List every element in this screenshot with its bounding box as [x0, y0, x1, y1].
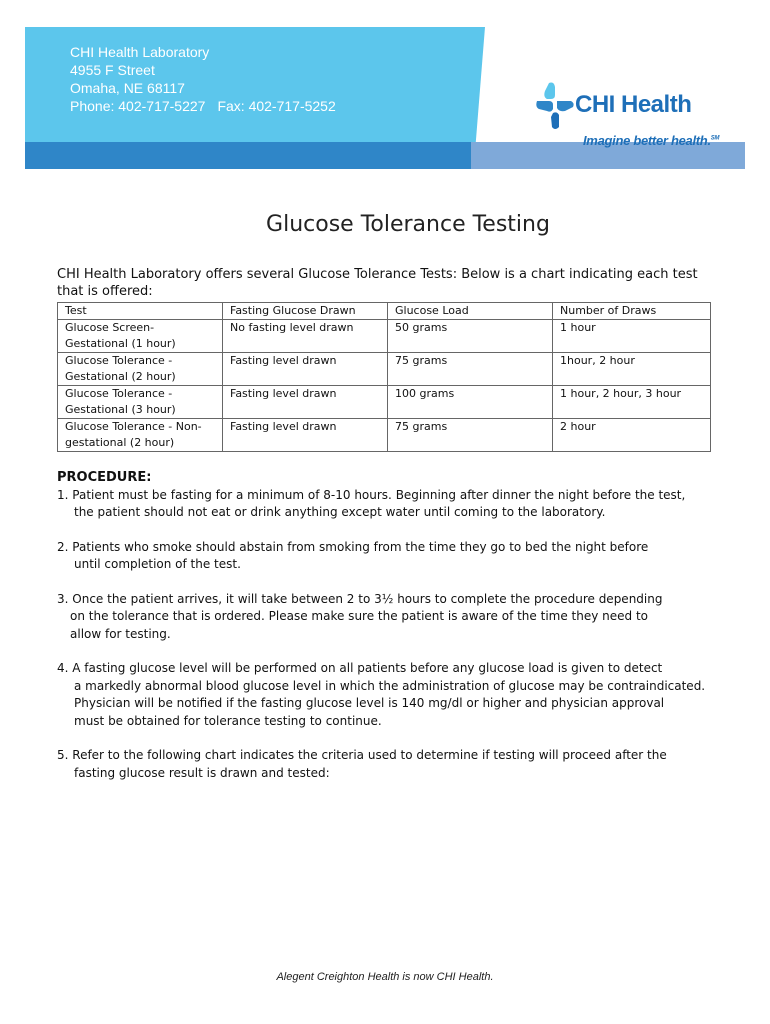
address-line-street: 4955 F Street	[70, 62, 155, 78]
procedure-step-1	[57, 487, 737, 522]
step-text: must be obtained for tolerance testing to continue.	[74, 713, 382, 728]
procedure-step-2	[57, 539, 737, 574]
cell-fasting: Fasting level drawn	[223, 386, 388, 419]
cell-test: Glucose Tolerance - Gestational (3 hour)	[58, 386, 223, 419]
cell-draws: 1 hour	[553, 320, 711, 353]
procedure-step-5	[57, 747, 737, 782]
cell-test: Glucose Tolerance - Gestational (2 hour)	[58, 353, 223, 386]
test-options-table	[57, 302, 711, 452]
step-text: 2. Patients who smoke should abstain from smoking from the time they go to bed the night before	[57, 539, 649, 554]
step-text: 4. A fasting glucose level will be performed on all patients before any glucose load is given to detect	[57, 661, 663, 675]
header-test: Test	[58, 303, 223, 320]
step-text: allow for testing.	[70, 626, 171, 641]
cell-load: 50 grams	[388, 320, 553, 353]
cell-load: 75 grams	[388, 419, 553, 452]
cell-draws: 1hour, 2 hour	[553, 353, 711, 386]
header-fasting: Fasting Glucose Drawn	[223, 303, 388, 320]
cell-draws: 2 hour	[553, 419, 711, 452]
step-text: a markedly abnormal blood glucose level in which the administration of glucose may be contraindicated.	[74, 678, 706, 693]
cell-fasting: Fasting level drawn	[223, 353, 388, 386]
step-text: the patient should not eat or drink anything except water until coming to the laboratory.	[74, 505, 606, 519]
intro-paragraph: CHI Health Laboratory offers several Glucose Tolerance Tests: Below is a chart indicating each test that is offered:	[57, 267, 698, 299]
procedure-section	[57, 469, 737, 799]
table-row	[58, 419, 711, 452]
step-text: Physician will be notified if the fasting glucose level is 140 mg/dl or higher and physician approval	[74, 696, 665, 710]
cell-fasting: Fasting level drawn	[223, 419, 388, 452]
procedure-step-3	[57, 591, 737, 644]
tagline-text: Imagine better health.	[583, 133, 711, 148]
step-text: on the tolerance that is ordered. Please make sure the patient is aware of the time they need to	[70, 609, 648, 623]
header-band-dark	[25, 142, 471, 169]
step-text: fasting glucose result is drawn and tested:	[74, 765, 330, 780]
service-mark: SM	[710, 135, 720, 142]
procedure-heading: PROCEDURE:	[57, 470, 152, 485]
chi-health-logo	[535, 65, 735, 155]
step-text: 1. Patient must be fasting for a minimum of 8-10 hours. Beginning after dinner the night before the test,	[57, 487, 686, 502]
step-text: 5. Refer to the following chart indicates the criteria used to determine if testing will proceed after the	[57, 748, 667, 762]
step-text: 3. Once the patient arrives, it will take between 2 to 3½ hours to complete the procedure depending	[57, 591, 663, 606]
cell-draws: 1 hour, 2 hour, 3 hour	[553, 386, 711, 419]
header-load: Glucose Load	[388, 303, 553, 320]
address-line-city: Omaha, NE 68117	[70, 80, 185, 96]
cell-test: Glucose Tolerance - Non-gestational (2 hour)	[58, 419, 223, 452]
footer-note: Alegent Creighton Health is now CHI Health.	[276, 971, 494, 983]
chi-cross-icon	[535, 81, 575, 131]
cell-test: Glucose Screen-Gestational (1 hour)	[58, 320, 223, 353]
table-row	[58, 353, 711, 386]
logo-wordmark: CHI Health	[575, 91, 692, 118]
cell-load: 75 grams	[388, 353, 553, 386]
step-text: until completion of the test.	[74, 557, 241, 571]
table-row	[58, 320, 711, 353]
fax-number: Fax: 402-717-5252	[217, 98, 336, 114]
procedure-step-4	[57, 660, 737, 730]
table-row	[58, 386, 711, 419]
letterhead	[25, 25, 745, 173]
contact-line	[70, 97, 336, 115]
table-header-row	[58, 303, 711, 320]
lab-address	[70, 43, 336, 115]
phone-number: Phone: 402-717-5227	[70, 98, 206, 114]
page-title: Glucose Tolerance Testing	[266, 212, 550, 237]
cell-load: 100 grams	[388, 386, 553, 419]
tagline	[583, 133, 719, 148]
address-line-name: CHI Health Laboratory	[70, 44, 210, 60]
header-draws: Number of Draws	[553, 303, 711, 320]
cell-fasting: No fasting level drawn	[223, 320, 388, 353]
